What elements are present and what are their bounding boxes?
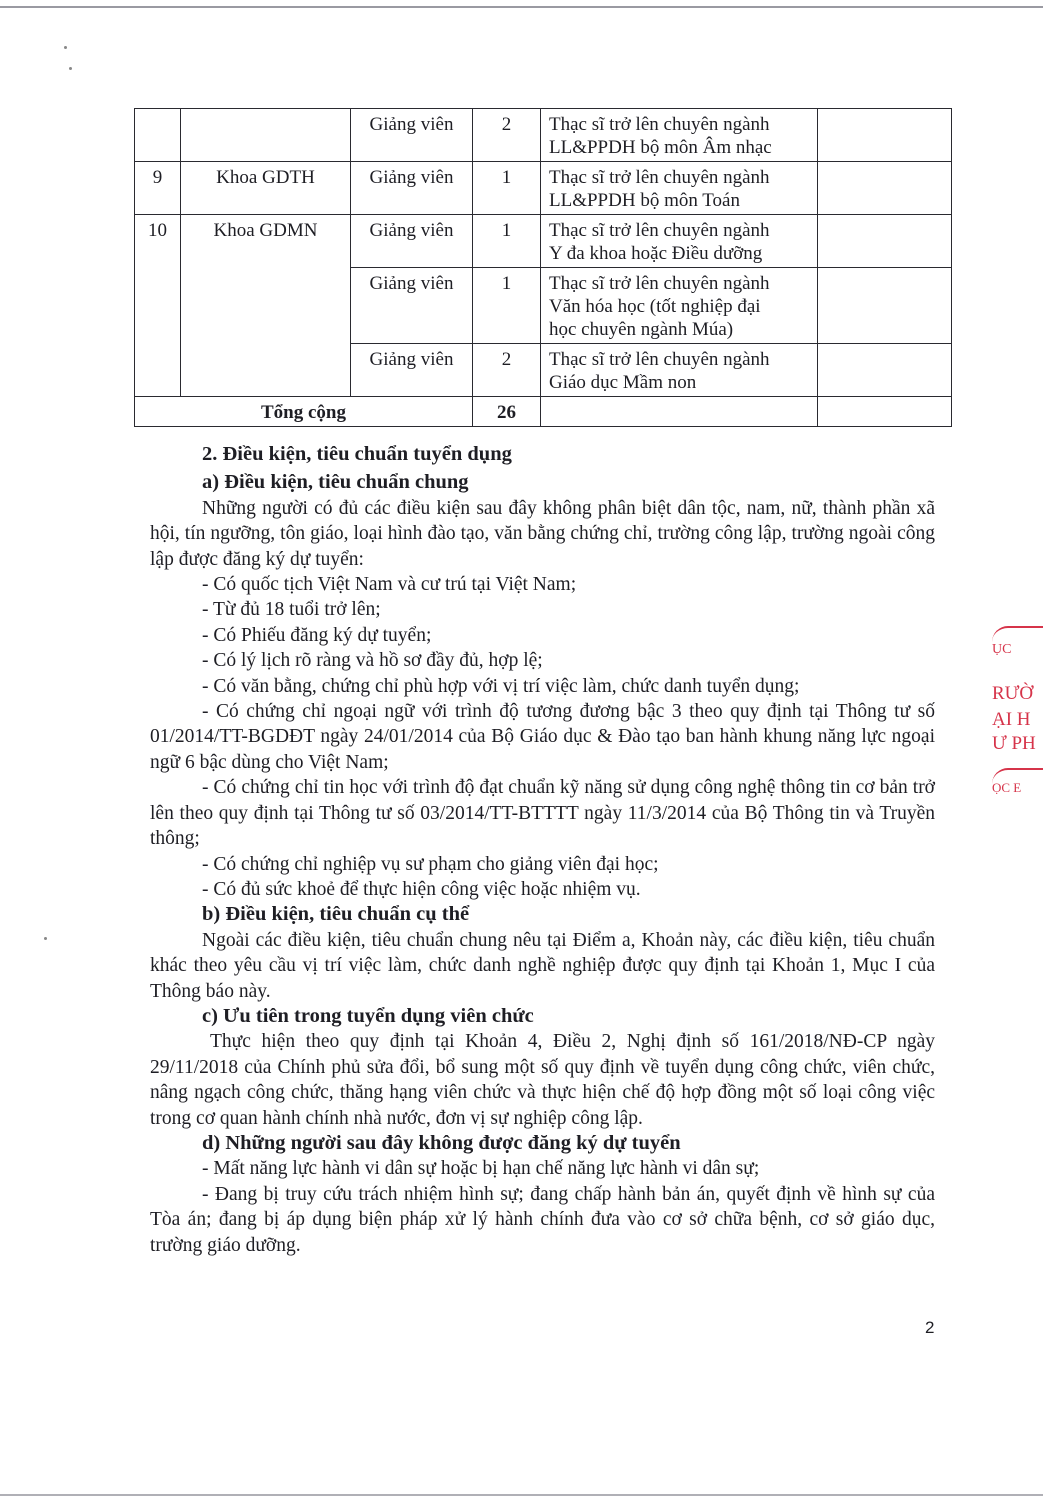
- requirement-cell: [541, 162, 818, 215]
- subsection-heading-a: a) Điều kiện, tiêu chuẩn chung: [202, 471, 469, 494]
- stt-cell: [135, 109, 181, 162]
- stt-cell: 9: [135, 162, 181, 215]
- subsection-heading-b: b) Điều kiện, tiêu chuẩn cụ thể: [202, 903, 470, 926]
- subsection-heading-d: d) Những người sau đây không được đăng ký dự tuyển: [202, 1131, 681, 1154]
- paragraph-c: Thực hiện theo quy định tại Khoản 4, Điều 2, Nghị định số 161/2018/NĐ-CP ngày 29/11/2018 của Chính phủ sửa đổi, bổ sung một số quy định về tuyển dụng công chức, viên chức, nâng ngạch công chức, thăng hạng viên chức và thực hiện chế độ hợp đồng một số loại công việc trong cơ quan hành chính nhà nước, đơn vị sự nghiệp công lập.: [150, 1031, 935, 1129]
- condition-item: - Có chứng chỉ ngoại ngữ với trình độ tương đương bậc 3 theo quy định tại Thông tư số 01/2014/TT-BGDĐT ngày 24/01/2014 của Bộ Giáo dục & Đào tạo ban hành khung năng lực ngoại ngữ 6 bậc dùng cho Việt Nam;: [150, 701, 935, 773]
- requirement-line: LL&PPDH bộ môn Toán: [549, 190, 740, 211]
- condition-item: - Có chứng chỉ nghiệp vụ sư phạm cho giảng viên đại học;: [202, 853, 659, 875]
- scan-bottom-edge: [0, 1494, 1043, 1496]
- note-cell: [818, 268, 952, 344]
- requirement-line: Y đa khoa hoặc Điều dưỡng: [549, 243, 763, 264]
- total-value: 26: [473, 397, 541, 427]
- intro-paragraph: Những người có đủ các điều kiện sau đây không phân biệt dân tộc, nam, nữ, thành phần xã hội, tín ngưỡng, tôn giáo, loại hình đào tạo, văn bằng chứng chỉ, trường công lập, trường ngoài công lập được đăng ký dự tuyển:: [150, 497, 935, 570]
- condition-item: - Có đủ sức khoẻ để thực hiện công việc hoặc nhiệm vụ.: [202, 878, 641, 900]
- exclusion-item: - Đang bị truy cứu trách nhiệm hình sự; đang chấp hành bản án, quyết định về hình sự của Tòa án; đang bị áp dụng biện pháp xử lý hành chính đưa vào cơ sở chữa bệnh, cơ sở giáo dục, trường giáo dưỡng.: [150, 1183, 935, 1256]
- requirement-line: Thạc sĩ trở lên chuyên ngành: [549, 349, 770, 370]
- position-cell: Giảng viên: [351, 109, 473, 162]
- requirement-line: học chuyên ngành Múa): [549, 319, 734, 340]
- requirement-line: Văn hóa học (tốt nghiệp đại: [549, 296, 761, 317]
- note-cell: [818, 344, 952, 397]
- red-seal-fragment: [992, 618, 1043, 808]
- condition-item: - Có lý lịch rõ ràng và hồ sơ đầy đủ, hợp lệ;: [202, 650, 543, 672]
- recruitment-table: [134, 108, 952, 427]
- page-number: 2: [925, 1318, 935, 1337]
- position-cell: Giảng viên: [351, 215, 473, 268]
- condition-item: - Có Phiếu đăng ký dự tuyển;: [202, 624, 432, 646]
- table-row: [135, 162, 952, 215]
- position-cell: Giảng viên: [351, 344, 473, 397]
- unit-cell: Khoa GDMN: [181, 215, 351, 397]
- total-row: [135, 397, 952, 427]
- unit-cell: Khoa GDTH: [181, 162, 351, 215]
- requirement-cell: [541, 397, 818, 427]
- quantity-cell: 1: [473, 215, 541, 268]
- quantity-cell: 1: [473, 162, 541, 215]
- note-cell: [818, 162, 952, 215]
- seal-text: ẠI H: [992, 709, 1031, 730]
- table-row: [135, 215, 952, 268]
- position-cell: Giảng viên: [351, 268, 473, 344]
- requirement-cell: [541, 109, 818, 162]
- scan-speck: [44, 937, 47, 940]
- section-heading: 2. Điều kiện, tiêu chuẩn tuyển dụng: [202, 443, 512, 465]
- unit-cell: [181, 109, 351, 162]
- requirement-line: Thạc sĩ trở lên chuyên ngành: [549, 273, 770, 294]
- stt-cell: 10: [135, 215, 181, 397]
- exclusion-item: - Mất năng lực hành vi dân sự hoặc bị hạn chế năng lực hành vi dân sự;: [202, 1158, 760, 1180]
- seal-text: RƯỜ: [992, 683, 1034, 704]
- note-cell: [818, 215, 952, 268]
- condition-item: - Có văn bằng, chứng chỉ phù hợp với vị trí việc làm, chức danh tuyển dụng;: [202, 675, 800, 697]
- seal-text: ỌC E: [992, 780, 1022, 795]
- scan-speck: [69, 67, 72, 70]
- requirement-cell: [541, 215, 818, 268]
- requirement-line: Thạc sĩ trở lên chuyên ngành: [549, 167, 770, 188]
- scan-speck: [64, 46, 67, 49]
- quantity-cell: 1: [473, 268, 541, 344]
- quantity-cell: 2: [473, 344, 541, 397]
- requirement-line: Thạc sĩ trở lên chuyên ngành: [549, 114, 770, 135]
- requirement-line: Thạc sĩ trở lên chuyên ngành: [549, 220, 770, 241]
- position-cell: Giảng viên: [351, 162, 473, 215]
- requirement-line: LL&PPDH bộ môn Âm nhạc: [549, 137, 772, 158]
- paragraph-b: Ngoài các điều kiện, tiêu chuẩn chung nêu tại Điểm a, Khoản này, các điều kiện, tiêu chuẩn khác theo yêu cầu vị trí việc làm, chức danh nghề nghiệp được quy định tại Khoản 1, Mục I của Thông báo này.: [150, 929, 935, 1002]
- requirement-line: Giáo dục Mầm non: [549, 372, 697, 393]
- subsection-heading-c: c) Ưu tiên trong tuyển dụng viên chức: [202, 1004, 534, 1027]
- quantity-cell: 2: [473, 109, 541, 162]
- total-label: Tổng cộng: [135, 397, 473, 427]
- condition-item: - Từ đủ 18 tuổi trở lên;: [202, 599, 381, 621]
- condition-item: - Có chứng chỉ tin học với trình độ đạt chuẩn kỹ năng sử dụng công nghệ thông tin cơ bản trở lên theo quy định tại Thông tư số 03/2014/TT-BTTTT ngày 11/3/2014 của Bộ Thông tin và Truyền thông;: [150, 777, 935, 850]
- note-cell: [818, 397, 952, 427]
- requirement-cell: [541, 344, 818, 397]
- requirement-cell: [541, 268, 818, 344]
- table-row: [135, 109, 952, 162]
- seal-text: Ư PH: [992, 733, 1036, 754]
- scan-top-edge: [0, 6, 1043, 8]
- seal-text: ỤC: [992, 642, 1012, 657]
- condition-item: - Có quốc tịch Việt Nam và cư trú tại Việt Nam;: [202, 574, 577, 596]
- conditions-section: [150, 442, 935, 1258]
- note-cell: [818, 109, 952, 162]
